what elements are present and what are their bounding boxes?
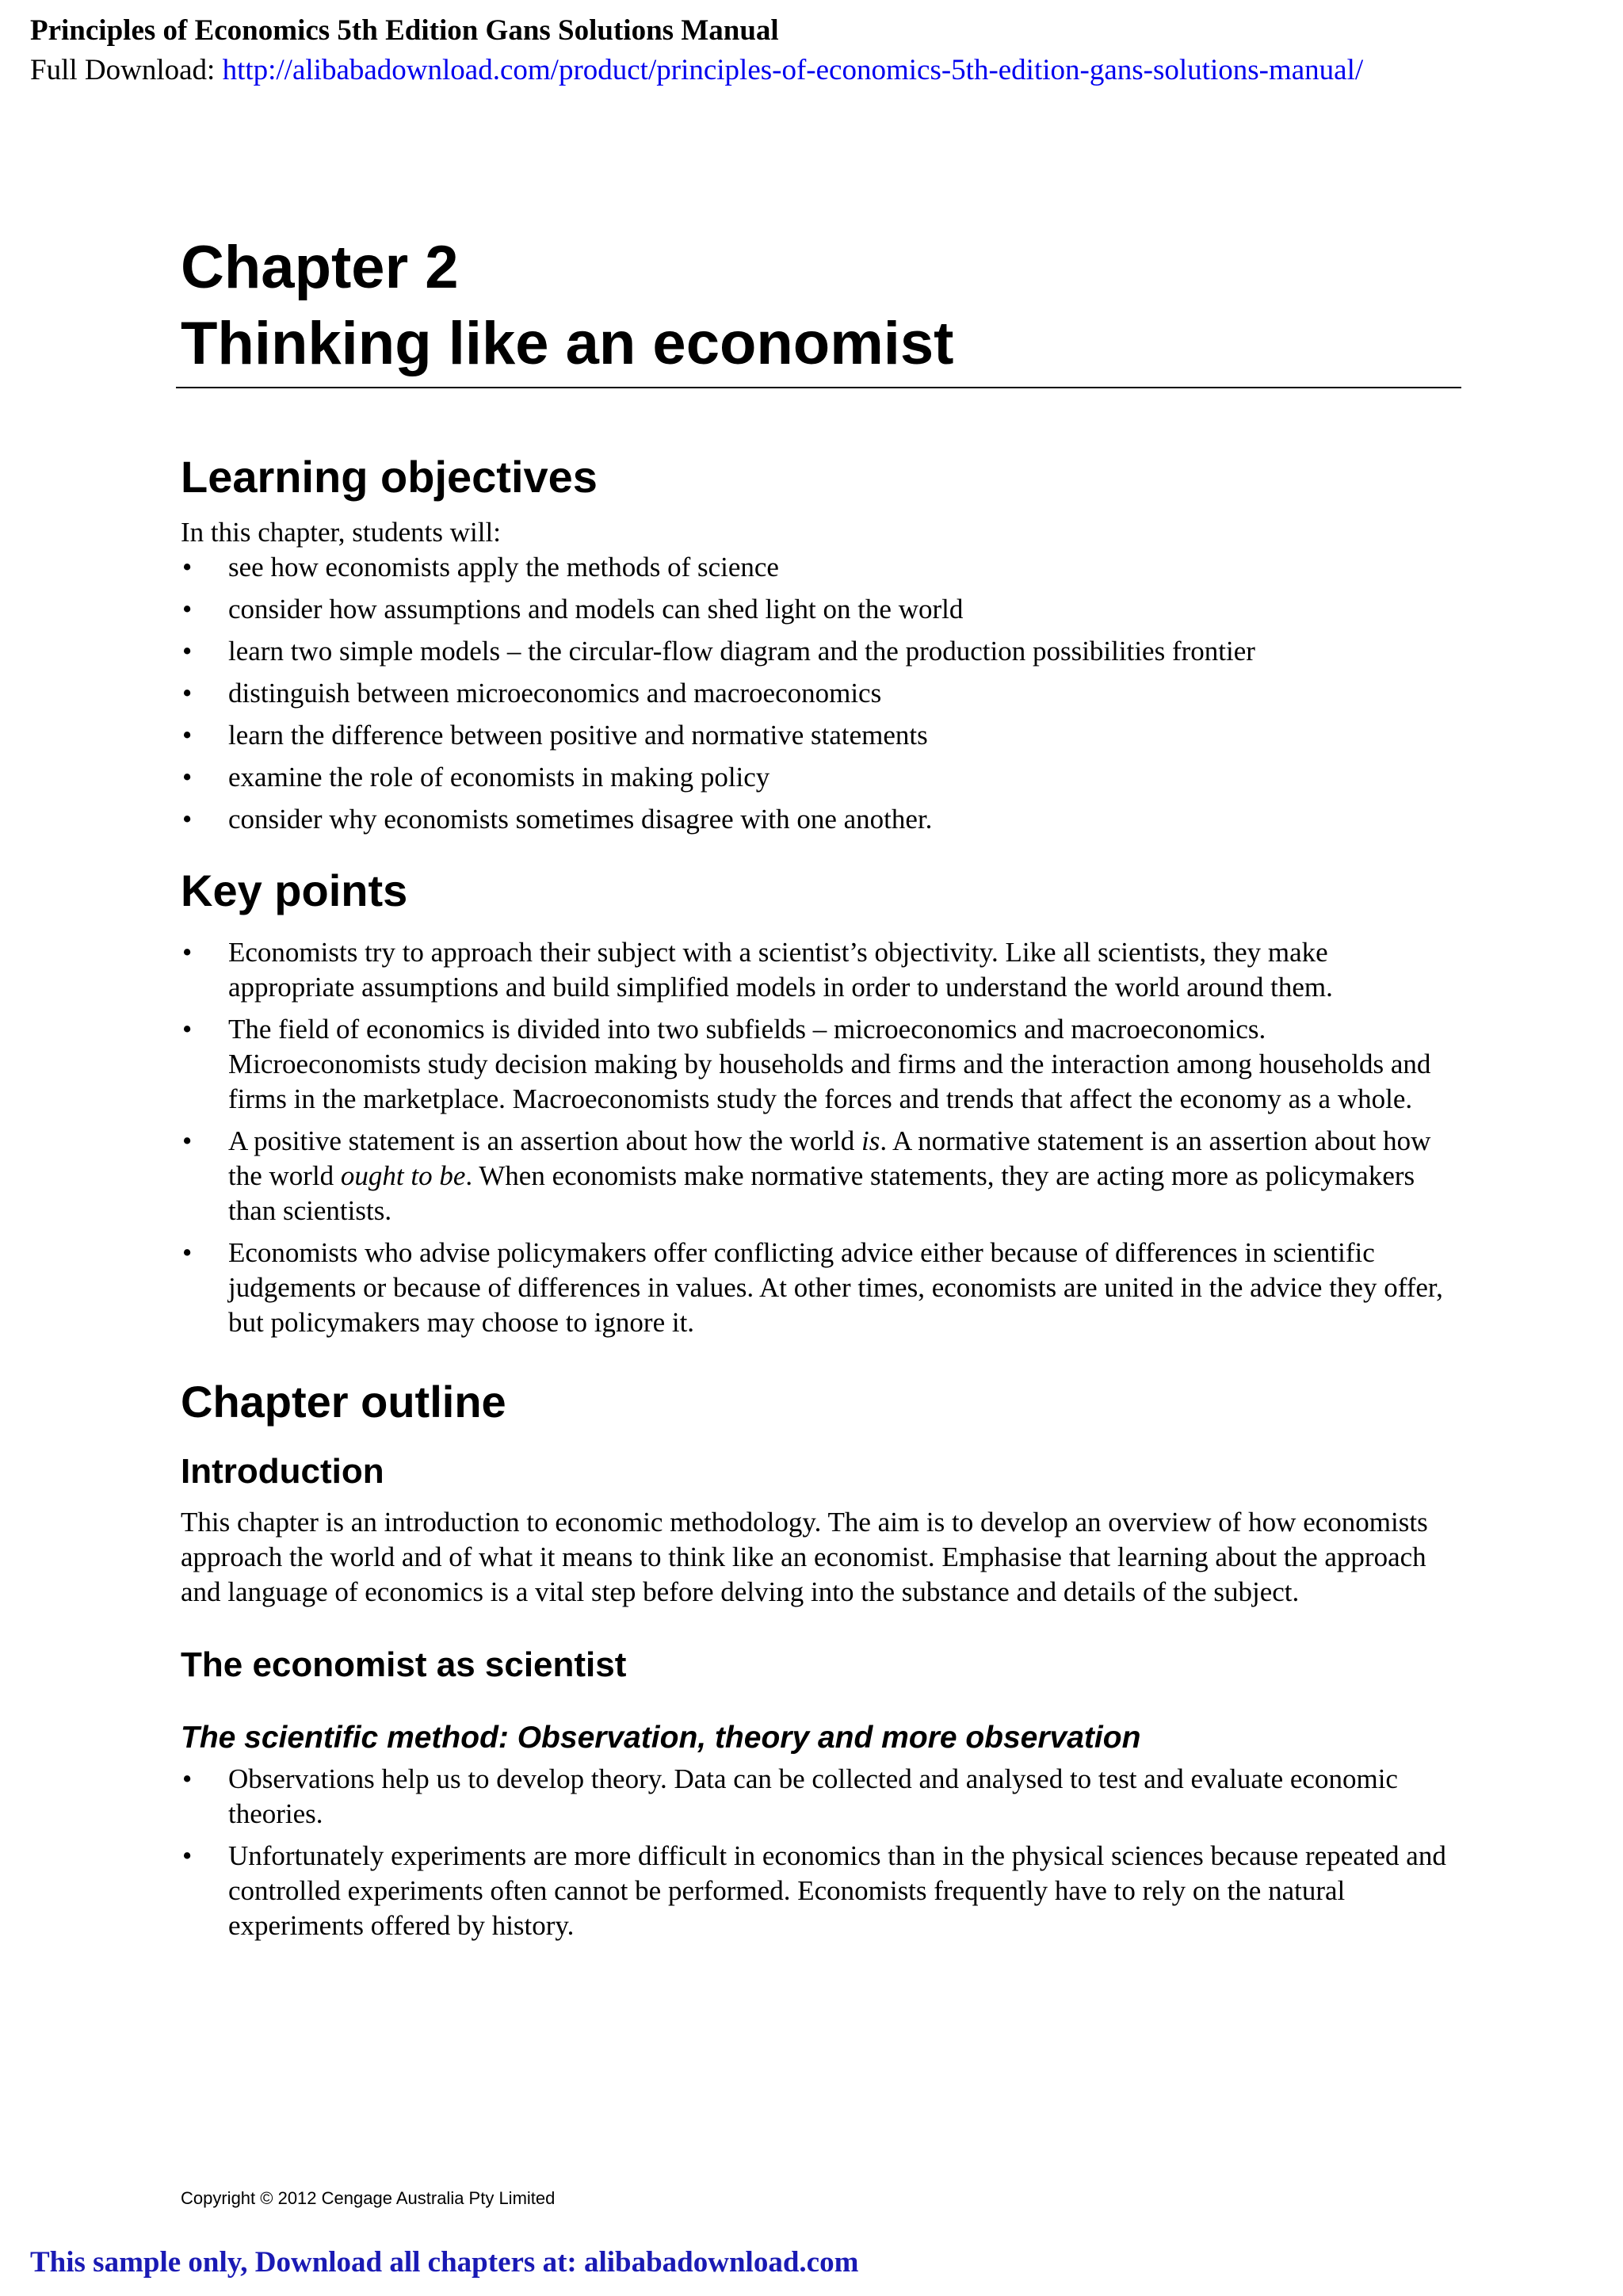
scientific-method-list <box>181 1762 1457 1943</box>
document-body <box>181 230 1457 1950</box>
list-item <box>181 1124 1457 1228</box>
list-item: • consider how assumptions and models can shed light on the world <box>181 592 1457 627</box>
list-item: • Economists who advise policymakers offer conflicting advice either because of differences in scientific judgements or because of differences in values. At other times, economists are united in the advice they offer, but policymakers may choose to ignore it. <box>181 1236 1457 1340</box>
learning-objectives-heading: Learning objectives <box>181 452 598 502</box>
learning-objectives-list <box>181 550 1457 837</box>
banner-title: Principles of Economics 5th Edition Gans Solutions Manual <box>30 14 779 47</box>
copyright-notice: Copyright © 2012 Cengage Australia Pty Limited <box>181 2188 556 2208</box>
emphasis-ought-to-be: ought to be <box>340 1160 466 1191</box>
chapter-outline-heading: Chapter outline <box>181 1377 506 1427</box>
list-item: • distinguish between microeconomics and macroeconomics <box>181 676 1457 711</box>
introduction-heading: Introduction <box>181 1452 384 1491</box>
chapter-title: Thinking like an economist <box>181 310 954 377</box>
bottom-banner: This sample only, Download all chapters at: alibabadownload.com <box>30 2246 859 2279</box>
emphasis-is: is <box>861 1125 880 1156</box>
list-item: • Economists try to approach their subject with a scientist’s objectivity. Like all scientists, they make appropriate assumptions and build simplified models in order to understand the world around them. <box>181 935 1457 1005</box>
key-points-list <box>181 935 1457 1340</box>
key-points-heading: Key points <box>181 865 408 915</box>
learning-objectives-intro: In this chapter, students will: <box>181 517 501 548</box>
list-item: • learn two simple models – the circular-flow diagram and the production possibilities frontier <box>181 634 1457 669</box>
download-label: Full Download: <box>30 54 223 86</box>
banner-download-line <box>30 51 1599 90</box>
list-item: • learn the difference between positive and normative statements <box>181 718 1457 753</box>
scientific-method-heading: The scientific method: Observation, theory and more observation <box>181 1721 1141 1755</box>
list-item: • examine the role of economists in making policy <box>181 760 1457 795</box>
top-banner <box>30 11 1599 90</box>
positive-text-b: . A normative statement is an assertion about how the world <box>228 1125 1431 1191</box>
download-link[interactable]: http://alibabadownload.com/product/principles-of-economics-5th-edition-gans-solutions-manual/ <box>222 54 1364 86</box>
list-item: • see how economists apply the methods of science <box>181 550 1457 585</box>
economist-as-scientist-heading: The economist as scientist <box>181 1645 627 1684</box>
introduction-paragraph: This chapter is an introduction to economic methodology. The aim is to develop an overview of how economists approach the world and of what it means to think like an economist. Emphasise that learning about the approach and language of economics is a vital step before delving into the substance and details of the subject. <box>181 1507 1428 1607</box>
list-item: • consider why economists sometimes disagree with one another. <box>181 802 1457 837</box>
chapter-number: Chapter 2 <box>181 234 459 301</box>
positive-text-a: A positive statement is an assertion about how the world <box>228 1125 862 1156</box>
list-item: • The field of economics is divided into two subfields – microeconomics and macroeconomics. Microeconomists study decision making by households and firms and the interaction among households and firms in the marketplace. Macroeconomists study the forces and trends that affect the economy as a whole. <box>181 1012 1457 1117</box>
list-item: • Observations help us to develop theory. Data can be collected and analysed to test and evaluate economic theories. <box>181 1762 1457 1832</box>
positive-text-c: . When economists make normative statements, they are acting more as policymakers than scientists. <box>228 1160 1415 1226</box>
chapter-title-rule <box>176 387 1461 388</box>
list-item: • Unfortunately experiments are more difficult in economics than in the physical sciences because repeated and controlled experiments often cannot be performed. Economists frequently have to rely on the natural experiments offered by history. <box>181 1839 1457 1943</box>
